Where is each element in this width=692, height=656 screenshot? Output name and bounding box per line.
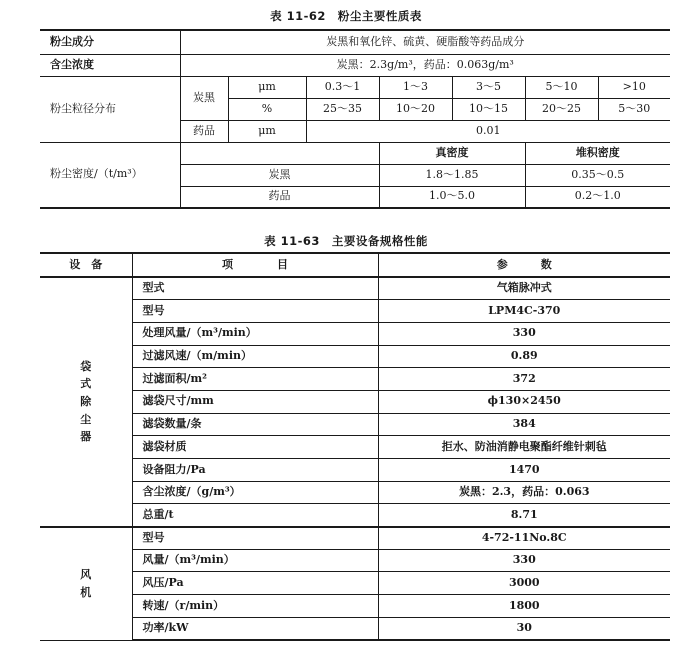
spec-value: 372 bbox=[378, 368, 670, 391]
table-row bbox=[40, 345, 670, 368]
table-row bbox=[40, 595, 670, 618]
header-device: 设 备 bbox=[40, 253, 132, 277]
spec-item: 过滤风速/（m/min） bbox=[132, 345, 378, 368]
table-row bbox=[40, 322, 670, 345]
drug-label: 药品 bbox=[180, 120, 228, 142]
spec-item: 总重/t bbox=[132, 504, 378, 527]
table-row bbox=[40, 300, 670, 323]
size-percent-cell: 25～35 bbox=[306, 98, 379, 120]
table-row bbox=[40, 549, 670, 572]
bag-filter-group-label bbox=[40, 277, 132, 527]
carbon-bulk-density: 0.35～0.5 bbox=[525, 164, 670, 186]
spec-item: 滤袋尺寸/mm bbox=[132, 390, 378, 413]
size-percent-cell: 10～15 bbox=[452, 98, 525, 120]
group-label-char: 袋 bbox=[80, 359, 92, 373]
composition-value: 炭黑和氧化锌、硫黄、硬脂酸等药品成分 bbox=[180, 30, 670, 54]
group-label-char: 尘 bbox=[80, 412, 92, 426]
spec-item: 滤袋数量/条 bbox=[132, 413, 378, 436]
unit-percent: % bbox=[228, 98, 306, 120]
spec-item: 处理风量/（m³/min） bbox=[132, 322, 378, 345]
table-row bbox=[40, 572, 670, 595]
table2-caption: 表 11-63 主要设备规格性能 bbox=[264, 234, 428, 248]
size-percent-cell: 20～25 bbox=[525, 98, 598, 120]
size-distribution-label: 粉尘粒径分布 bbox=[40, 76, 180, 142]
spec-value: LPM4C-370 bbox=[378, 300, 670, 323]
size-range-cell: 3～5 bbox=[452, 76, 525, 98]
table-row bbox=[40, 413, 670, 436]
true-density-header: 真密度 bbox=[379, 142, 525, 164]
spec-value: 1470 bbox=[378, 459, 670, 482]
group-label-char: 机 bbox=[80, 585, 92, 599]
fan-group-label bbox=[40, 527, 132, 640]
spec-item: 风压/Pa bbox=[132, 572, 378, 595]
size-range-cell: 5～10 bbox=[525, 76, 598, 98]
dust-properties-table bbox=[40, 29, 670, 209]
unit-um: μm bbox=[228, 76, 306, 98]
spec-value: 30 bbox=[378, 617, 670, 640]
drug-bulk-density: 0.2～1.0 bbox=[525, 186, 670, 208]
composition-label: 粉尘成分 bbox=[40, 30, 180, 54]
spec-item: 风量/（m³/min） bbox=[132, 549, 378, 572]
group-label-char: 式 bbox=[80, 377, 92, 391]
header-param: 参 数 bbox=[378, 253, 670, 277]
spec-item: 过滤面积/m² bbox=[132, 368, 378, 391]
spec-value: ϕ130×2450 bbox=[378, 390, 670, 413]
density-blank-header bbox=[180, 142, 379, 164]
spec-item: 功率/kW bbox=[132, 617, 378, 640]
table-row bbox=[40, 504, 670, 527]
concentration-label: 含尘浓度 bbox=[40, 54, 180, 76]
spec-value: 3000 bbox=[378, 572, 670, 595]
size-range-cell: 0.3～1 bbox=[306, 76, 379, 98]
drug-size-value: 0.01 bbox=[306, 120, 670, 142]
size-percent-cell: 10～20 bbox=[379, 98, 452, 120]
carbon-label: 炭黑 bbox=[180, 76, 228, 120]
spec-value: 炭黑：2.3，药品：0.063 bbox=[378, 481, 670, 504]
size-range-cell: 1～3 bbox=[379, 76, 452, 98]
equipment-spec-table bbox=[40, 252, 670, 641]
spec-item: 含尘浓度/（g/m³） bbox=[132, 481, 378, 504]
table-row bbox=[40, 481, 670, 504]
spec-item: 转速/（r/min） bbox=[132, 595, 378, 618]
group-label-char: 风 bbox=[80, 567, 92, 581]
group-label-char: 除 bbox=[80, 394, 92, 408]
spec-item: 型式 bbox=[132, 277, 378, 300]
concentration-value: 炭黑：2.3g/m³，药品：0.063g/m³ bbox=[180, 54, 670, 76]
table-row bbox=[40, 368, 670, 391]
bulk-density-header: 堆积密度 bbox=[525, 142, 670, 164]
spec-value: 8.71 bbox=[378, 504, 670, 527]
table-row bbox=[40, 390, 670, 413]
size-percent-cell: 5～30 bbox=[598, 98, 670, 120]
header-item: 项 目 bbox=[132, 253, 378, 277]
spec-value: 1800 bbox=[378, 595, 670, 618]
spec-value: 4-72-11No.8C bbox=[378, 527, 670, 550]
size-range-cell: >10 bbox=[598, 76, 670, 98]
table-row bbox=[40, 527, 670, 550]
drug-density-label: 药品 bbox=[180, 186, 379, 208]
spec-item: 型号 bbox=[132, 300, 378, 323]
spec-value: 拒水、防油消静电聚酯纤维针刺毡 bbox=[378, 436, 670, 459]
group-label-char: 器 bbox=[80, 430, 92, 444]
table-row bbox=[40, 277, 670, 300]
table-row bbox=[40, 459, 670, 482]
drug-true-density: 1.0～5.0 bbox=[379, 186, 525, 208]
table-row bbox=[40, 617, 670, 640]
spec-value: 384 bbox=[378, 413, 670, 436]
spec-value: 0.89 bbox=[378, 345, 670, 368]
table1-caption: 表 11-62 粉尘主要性质表 bbox=[270, 9, 422, 23]
density-label: 粉尘密度/（t/m³） bbox=[40, 142, 180, 208]
table-row bbox=[40, 436, 670, 459]
unit-um: μm bbox=[228, 120, 306, 142]
spec-item: 设备阻力/Pa bbox=[132, 459, 378, 482]
spec-value: 330 bbox=[378, 549, 670, 572]
spec-item: 滤袋材质 bbox=[132, 436, 378, 459]
spec-value: 330 bbox=[378, 322, 670, 345]
spec-value: 气箱脉冲式 bbox=[378, 277, 670, 300]
spec-item: 型号 bbox=[132, 527, 378, 550]
carbon-density-label: 炭黑 bbox=[180, 164, 379, 186]
carbon-true-density: 1.8～1.85 bbox=[379, 164, 525, 186]
